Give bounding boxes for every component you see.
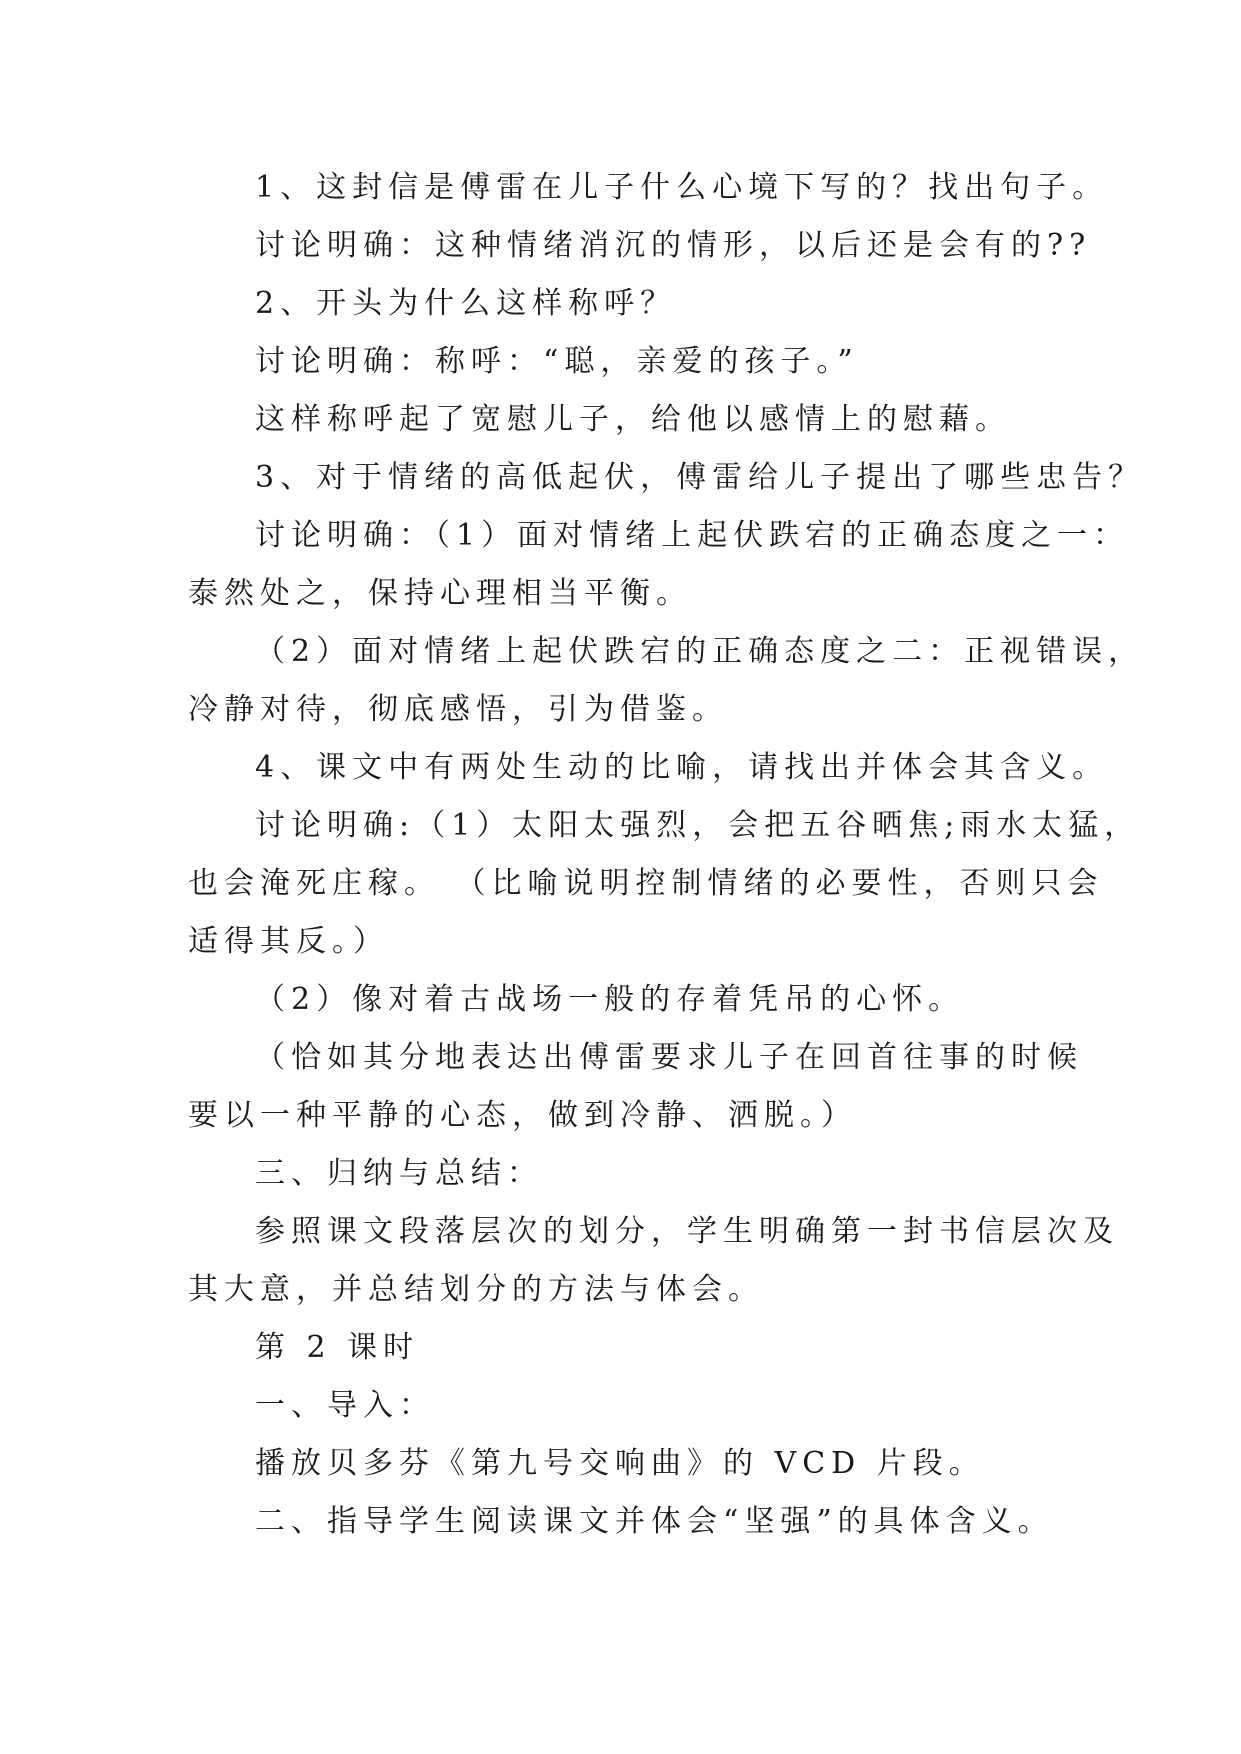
text-line-14: 适得其反。）	[188, 924, 389, 959]
text-line-15: （2）像对着古战场一般的存着凭吊的心怀。	[255, 982, 965, 1017]
text-line-18: 三、归纳与总结：	[255, 1156, 543, 1191]
text-line-19: 参照课文段落层次的划分，学生明确第一封书信层次及	[255, 1214, 1119, 1249]
text-line-21: 第 2 课时	[255, 1330, 420, 1365]
text-line-1: 1、这封信是傅雷在儿子什么心境下写的？找出句子。	[255, 170, 1109, 205]
text-line-10: 冷静对待，彻底感悟，引为借鉴。	[188, 692, 728, 727]
text-line-7: 讨论明确：（1）面对情绪上起伏跌宕的正确态度之一：	[255, 518, 1130, 553]
text-line-3: 2、开头为什么这样称呼？	[255, 286, 677, 321]
text-line-23: 播放贝多芬《第九号交响曲》的 VCD 片段。	[255, 1446, 985, 1481]
text-line-17: 要以一种平静的心态，做到冷静、洒脱。）	[188, 1098, 857, 1133]
text-line-4: 讨论明确：称呼：“聪，亲爱的孩子。”	[255, 344, 859, 379]
text-line-2: 讨论明确：这种情绪消沉的情形，以后还是会有的??	[255, 228, 1092, 263]
text-line-16: （恰如其分地表达出傅雷要求儿子在回首往事的时候	[255, 1040, 1083, 1075]
text-line-20: 其大意，并总结划分的方法与体会。	[188, 1272, 764, 1307]
text-line-24: 二、指导学生阅读课文并体会“坚强”的具体含义。	[255, 1504, 1054, 1539]
text-line-9: （2）面对情绪上起伏跌宕的正确态度之二：正视错误，	[255, 634, 1145, 669]
text-line-12: 讨论明确:（1）太阳太强烈，会把五谷晒焦;雨水太猛，	[255, 808, 1141, 843]
text-line-13: 也会淹死庄稼。 （比喻说明控制情绪的必要性，否则只会	[188, 866, 1104, 901]
text-line-11: 4、课文中有两处生动的比喻，请找出并体会其含义。	[255, 750, 1109, 785]
text-line-6: 3、对于情绪的高低起伏，傅雷给儿子提出了哪些忠告？	[255, 460, 1145, 495]
text-line-8: 泰然处之，保持心理相当平衡。	[188, 576, 692, 611]
text-line-5: 这样称呼起了宽慰儿子，给他以感情上的慰藉。	[255, 402, 1011, 437]
text-line-22: 一、导入：	[255, 1388, 435, 1423]
